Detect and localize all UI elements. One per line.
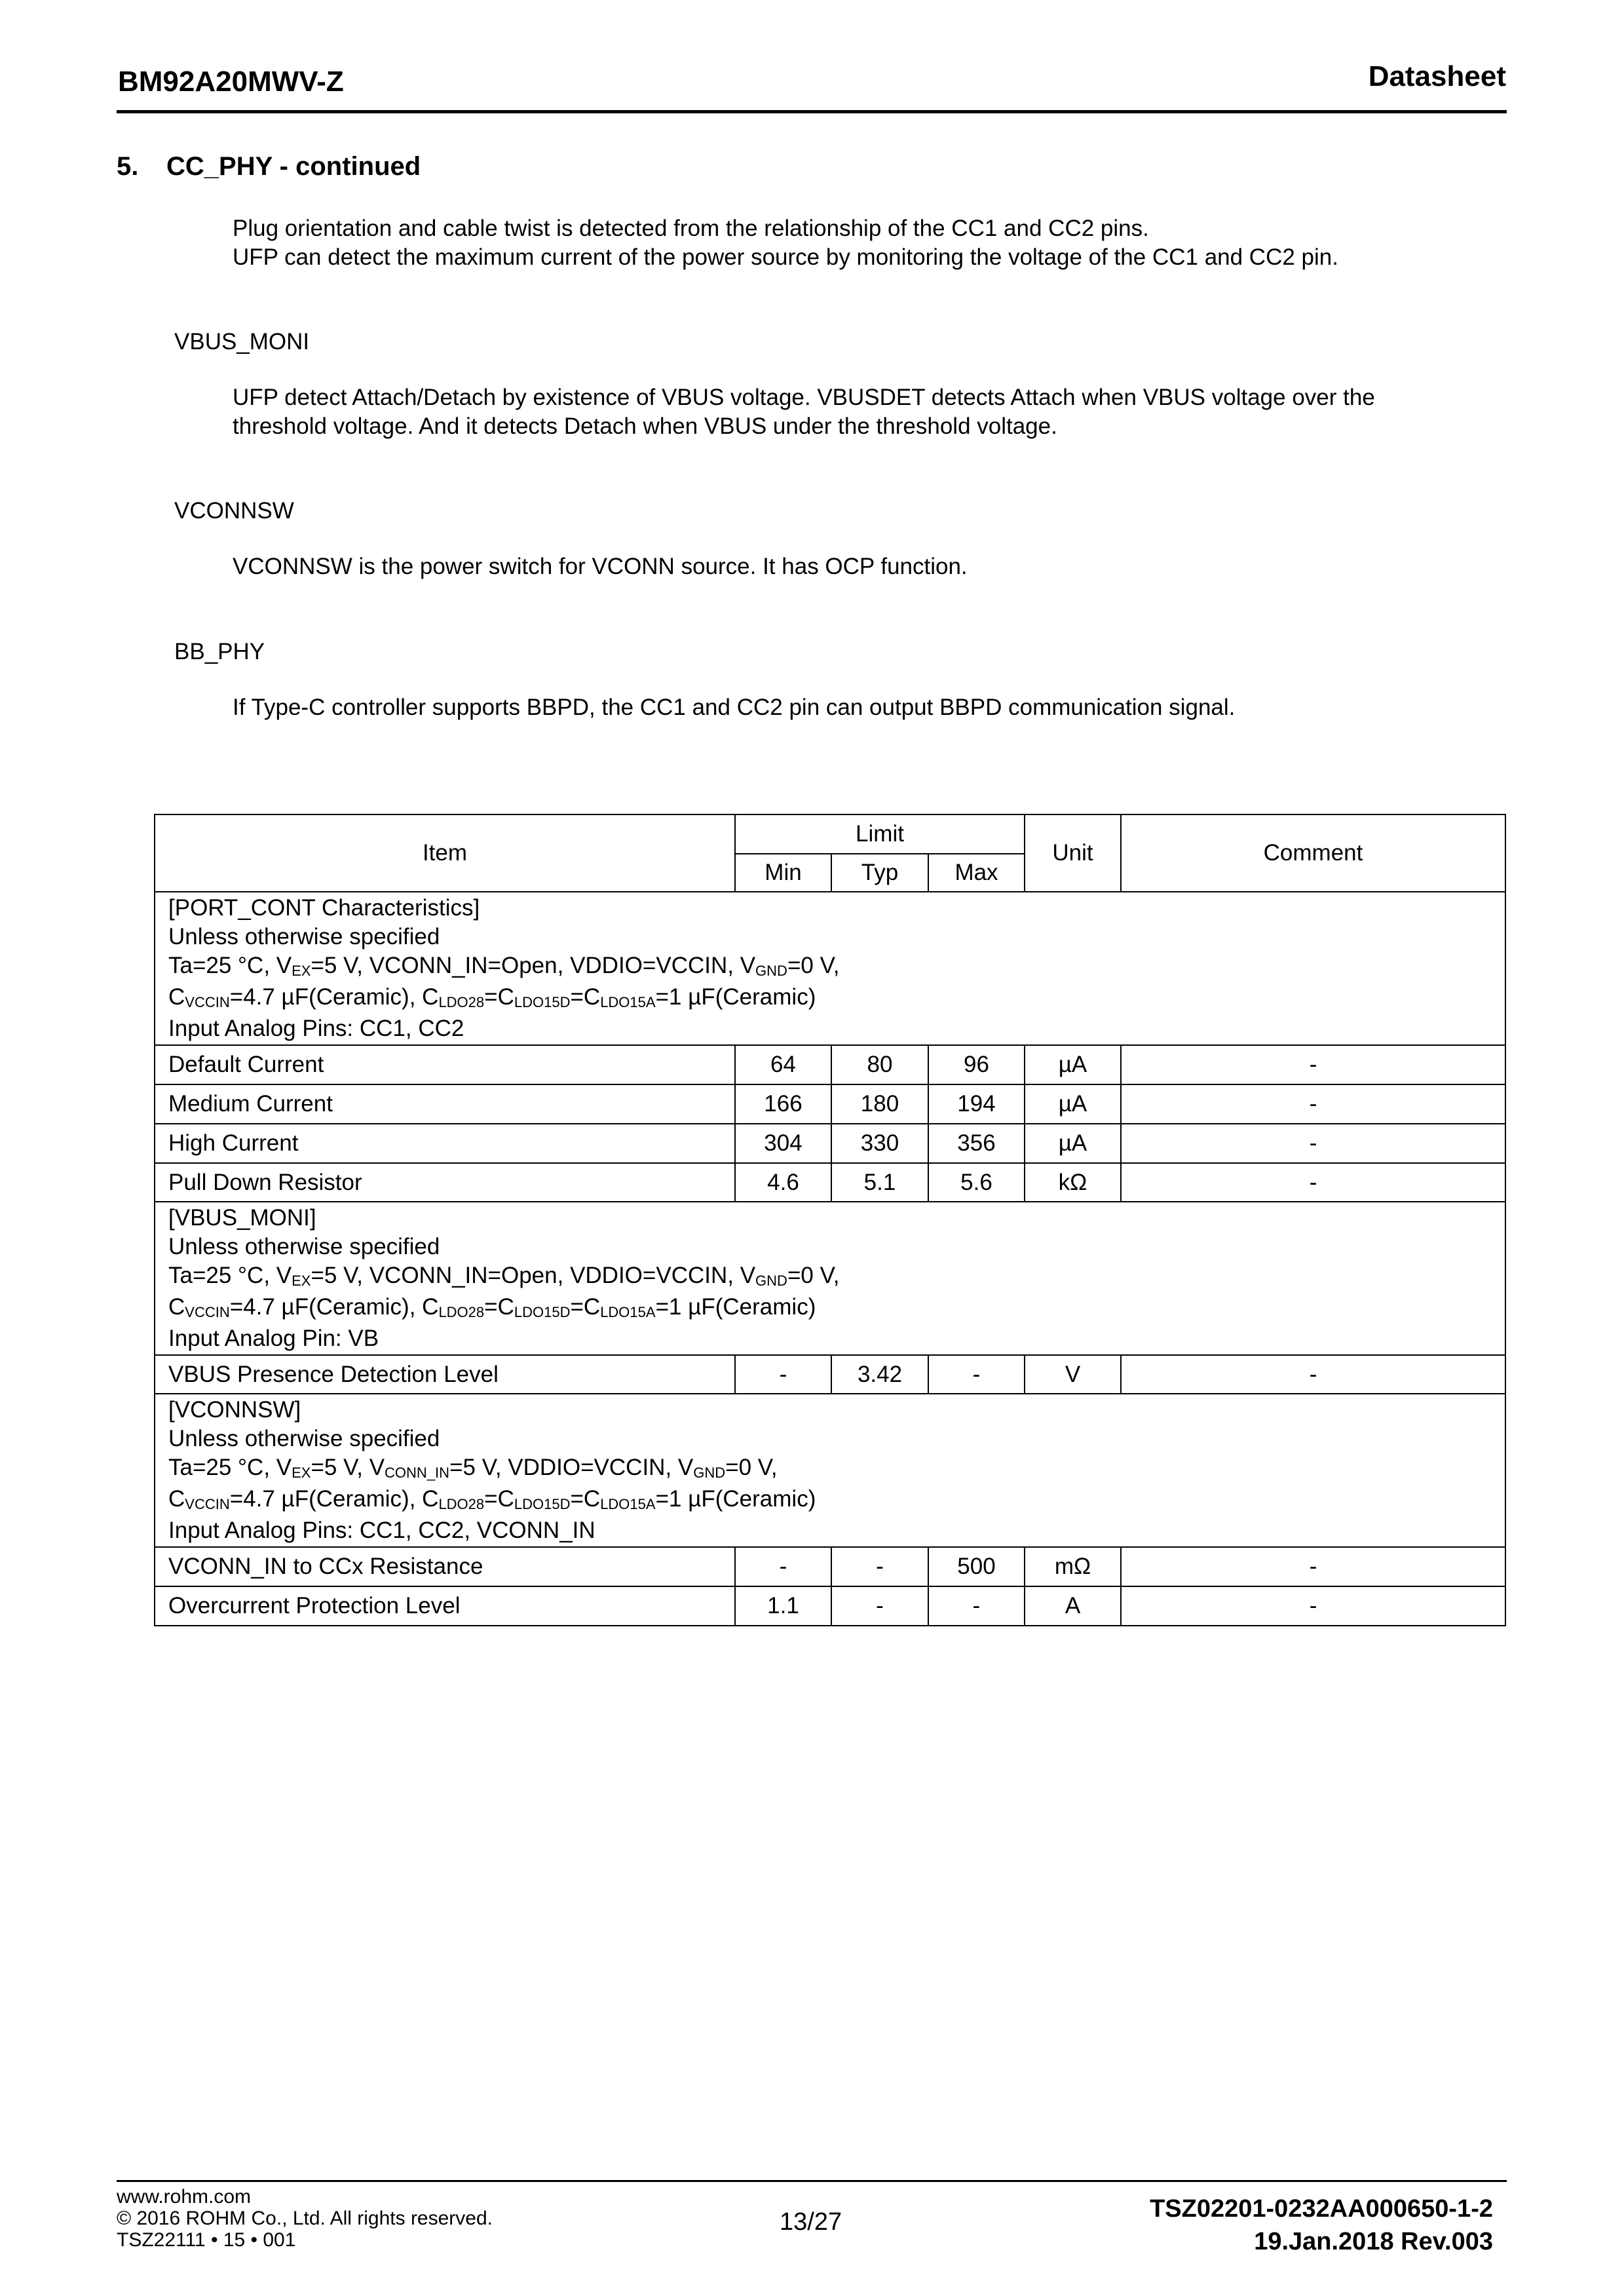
row-typ: -	[831, 1586, 928, 1626]
intro-line-1: Plug orientation and cable twist is detected from the relationship of the CC1 and CC2 pins.	[233, 216, 1149, 241]
header-unit: Unit	[1025, 814, 1121, 892]
header-min: Min	[735, 854, 831, 892]
row-min: -	[735, 1547, 831, 1586]
row-unit: µA	[1025, 1124, 1121, 1163]
row-item: Pull Down Resistor	[155, 1163, 735, 1202]
row-max: 96	[928, 1045, 1025, 1084]
footer-copyright: © 2016 ROHM Co., Ltd. All rights reserved.	[117, 2208, 493, 2229]
footer-website: www.rohm.com	[117, 2186, 252, 2208]
row-min: 166	[735, 1084, 831, 1124]
row-item: VBUS Presence Detection Level	[155, 1355, 735, 1394]
header-rule	[117, 110, 1507, 113]
header-max: Max	[928, 854, 1025, 892]
header-limit: Limit	[735, 814, 1025, 854]
row-item: Overcurrent Protection Level	[155, 1586, 735, 1626]
table-row	[155, 1124, 1505, 1163]
part-number: BM92A20MWV-Z	[118, 66, 344, 98]
vbus-moni-line-1: UFP detect Attach/Detach by existence of VBUS voltage. VBUSDET detects Attach when VBUS voltage over the	[233, 385, 1375, 410]
row-typ: 80	[831, 1045, 928, 1084]
group-unless: Unless otherwise specified	[168, 1426, 440, 1451]
row-max: -	[928, 1586, 1025, 1626]
subsection-heading-vbus-moni: VBUS_MONI	[174, 329, 310, 354]
footer-left	[117, 2186, 493, 2251]
row-typ: 5.1	[831, 1163, 928, 1202]
subsection-heading-bb-phy: BB_PHY	[174, 639, 265, 664]
intro-line-2: UFP can detect the maximum current of the power source by monitoring the voltage of the CC1 and CC2 pin.	[233, 244, 1338, 270]
vconnsw-paragraph: VCONNSW is the power switch for VCONN source. It has OCP function.	[233, 554, 968, 579]
row-max: 500	[928, 1547, 1025, 1586]
group-pins: Input Analog Pins: CC1, CC2	[168, 1016, 464, 1041]
group-cond-line-1: Ta=25 °C, $V_{EX}=5$ V, $V_{CONN\_IN}=5$ V, VDDIO=VCCIN, $V_{GND}=0$ V,	[168, 1455, 778, 1481]
group-cond-line-2: $C_{VCCIN}=4.7$ µF(Ceramic), $C_{LDO28}=C_{LDO15D}=C_{LDO15A}=1$ µF(Ceramic)	[168, 1294, 816, 1320]
group-cond-line-2: $C_{VCCIN}=4.7$ µF(Ceramic), $C_{LDO28}=C_{LDO15D}=C_{LDO15A}=1$ µF(Ceramic)	[168, 984, 816, 1010]
row-min: 304	[735, 1124, 831, 1163]
row-unit: A	[1025, 1586, 1121, 1626]
group-cond-line-1: Ta=25 °C, $V_{EX}=5$ V, VCONN_IN=Open, VDDIO=VCCIN, $V_{GND}=0$ V,	[168, 953, 840, 979]
section-title	[117, 152, 421, 182]
table-row	[155, 1163, 1505, 1202]
row-typ: 3.42	[831, 1355, 928, 1394]
footer-rule	[117, 2180, 1507, 2182]
group-conditions-vbus-moni	[155, 1202, 1505, 1355]
row-unit: µA	[1025, 1045, 1121, 1084]
row-unit: µA	[1025, 1084, 1121, 1124]
section-number: 5.	[117, 152, 139, 181]
header-comment: Comment	[1121, 814, 1505, 892]
row-item: Default Current	[155, 1045, 735, 1084]
row-max: 5.6	[928, 1163, 1025, 1202]
table-row	[155, 1045, 1505, 1084]
footer-form-code: TSZ22111 • 15 • 001	[117, 2229, 296, 2251]
row-max: 356	[928, 1124, 1025, 1163]
row-comment: -	[1121, 1586, 1505, 1626]
group-title: [VCONNSW]	[168, 1397, 301, 1423]
row-min: 1.1	[735, 1586, 831, 1626]
row-min: 64	[735, 1045, 831, 1084]
intro-paragraph	[233, 214, 1338, 272]
group-pins: Input Analog Pins: CC1, CC2, VCONN_IN	[168, 1518, 595, 1543]
row-item: Medium Current	[155, 1084, 735, 1124]
bb-phy-paragraph: If Type-C controller supports BBPD, the CC1 and CC2 pin can output BBPD communication signal.	[233, 695, 1236, 720]
header-typ: Typ	[831, 854, 928, 892]
row-item: High Current	[155, 1124, 735, 1163]
row-comment: -	[1121, 1124, 1505, 1163]
row-unit: kΩ	[1025, 1163, 1121, 1202]
row-comment: -	[1121, 1045, 1505, 1084]
row-typ: 180	[831, 1084, 928, 1124]
date-revision: 19.Jan.2018 Rev.003	[1254, 2228, 1493, 2255]
row-max: -	[928, 1355, 1025, 1394]
subsection-heading-vconnsw: VCONNSW	[174, 498, 294, 524]
row-comment: -	[1121, 1547, 1505, 1586]
group-conditions-port-cont	[155, 892, 1505, 1045]
table-row	[155, 1586, 1505, 1626]
row-max: 194	[928, 1084, 1025, 1124]
row-min: 4.6	[735, 1163, 831, 1202]
group-cond-line-1: Ta=25 °C, $V_{EX}=5$ V, VCONN_IN=Open, VDDIO=VCCIN, $V_{GND}=0$ V,	[168, 1263, 840, 1289]
group-conditions-vconnsw	[155, 1394, 1505, 1547]
row-comment: -	[1121, 1163, 1505, 1202]
doc-number: TSZ02201-0232AA000650-1-2	[1150, 2195, 1493, 2223]
row-comment: -	[1121, 1084, 1505, 1124]
vbus-moni-line-2: threshold voltage. And it detects Detach when VBUS under the threshold voltage.	[233, 413, 1057, 439]
row-comment: -	[1121, 1355, 1505, 1394]
doc-type: Datasheet	[1368, 60, 1506, 92]
footer-right	[1150, 2192, 1493, 2258]
group-unless: Unless otherwise specified	[168, 1234, 440, 1259]
group-title: [PORT_CONT Characteristics]	[168, 895, 480, 921]
row-min: -	[735, 1355, 831, 1394]
table-row	[155, 1355, 1505, 1394]
group-title: [VBUS_MONI]	[168, 1205, 316, 1231]
table-row	[155, 1084, 1505, 1124]
row-unit: V	[1025, 1355, 1121, 1394]
vbus-moni-paragraph	[233, 383, 1375, 441]
row-typ: 330	[831, 1124, 928, 1163]
row-item: VCONN_IN to CCx Resistance	[155, 1547, 735, 1586]
section-title-text: CC_PHY - continued	[166, 152, 421, 181]
header-item: Item	[155, 814, 735, 892]
group-pins: Input Analog Pin: VB	[168, 1326, 379, 1351]
row-unit: mΩ	[1025, 1547, 1121, 1586]
row-typ: -	[831, 1547, 928, 1586]
page-number: 13/27	[780, 2208, 842, 2236]
electrical-characteristics-table	[154, 814, 1506, 1626]
table-row	[155, 1547, 1505, 1586]
group-cond-line-2: $C_{VCCIN}=4.7$ µF(Ceramic), $C_{LDO28}=C_{LDO15D}=C_{LDO15A}=1$ µF(Ceramic)	[168, 1486, 816, 1512]
group-unless: Unless otherwise specified	[168, 924, 440, 949]
